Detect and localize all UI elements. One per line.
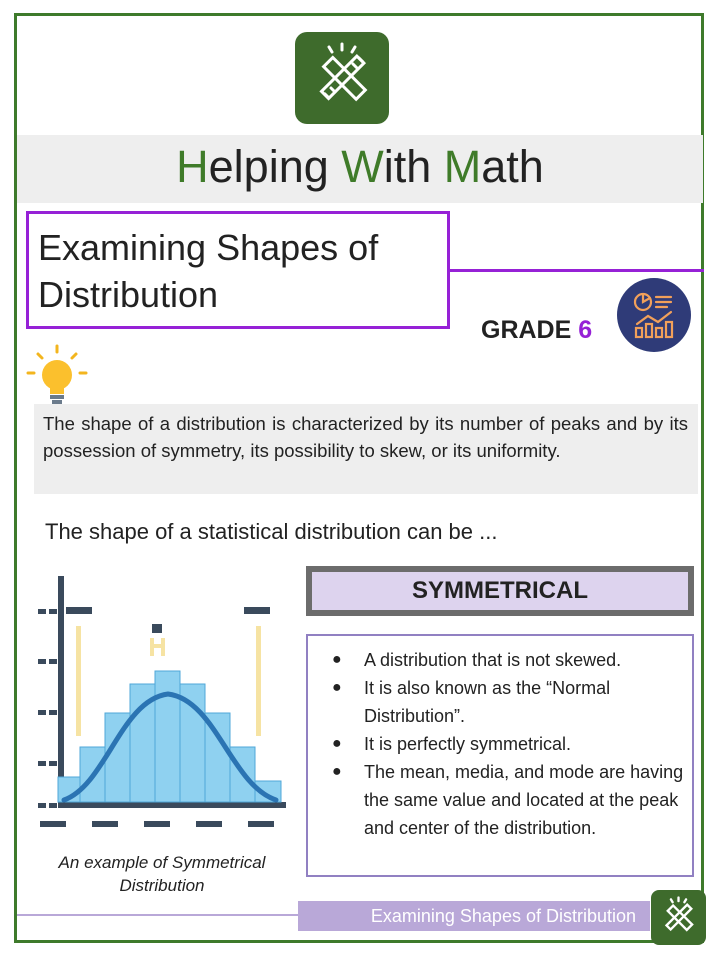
lightbulb-icon bbox=[24, 343, 90, 409]
symmetrical-heading-box bbox=[306, 566, 694, 616]
page-title: Examining Shapes of Distribution bbox=[38, 227, 379, 315]
list-item: ● It is perfectly symmetrical. bbox=[308, 730, 684, 758]
figure-caption: An example of Symmetrical Distribution bbox=[58, 853, 266, 895]
pencil-ruler-icon bbox=[651, 890, 706, 945]
symmetrical-histogram-illustration bbox=[26, 570, 292, 840]
symmetrical-list bbox=[308, 636, 692, 842]
footer-divider bbox=[17, 914, 300, 916]
pencil-ruler-icon bbox=[295, 32, 389, 124]
symmetrical-details bbox=[306, 634, 694, 877]
grade-number: 6 bbox=[578, 316, 593, 344]
list-item: ● The mean, media, and mode are having the same value and located at the peak and center of the distribution. bbox=[308, 758, 684, 842]
brand-title: Helping With Math bbox=[176, 141, 544, 192]
lead-text: The shape of a statistical distribution can be ... bbox=[45, 519, 498, 544]
bullet: ● bbox=[332, 679, 342, 696]
brand-banner bbox=[17, 135, 703, 203]
bullet: ● bbox=[332, 763, 342, 780]
chart-icon bbox=[617, 278, 691, 352]
symmetrical-heading: SYMMETRICAL bbox=[312, 572, 688, 610]
list-item: ● A distribution that is not skewed. bbox=[308, 646, 684, 674]
title-divider bbox=[450, 269, 704, 272]
bullet: ● bbox=[332, 735, 342, 752]
list-item: ● It is also known as the “Normal Distribution”. bbox=[308, 674, 684, 730]
title-box bbox=[26, 211, 450, 329]
intro-text: The shape of a distribution is characterized by its number of peaks and by its possession of symmetry, its possibility to skew, or its uniformity. bbox=[34, 404, 698, 494]
footer-title: Examining Shapes of Distribution bbox=[298, 901, 650, 931]
grade-label: GRADE 6 bbox=[481, 316, 593, 344]
bullet: ● bbox=[332, 651, 342, 668]
